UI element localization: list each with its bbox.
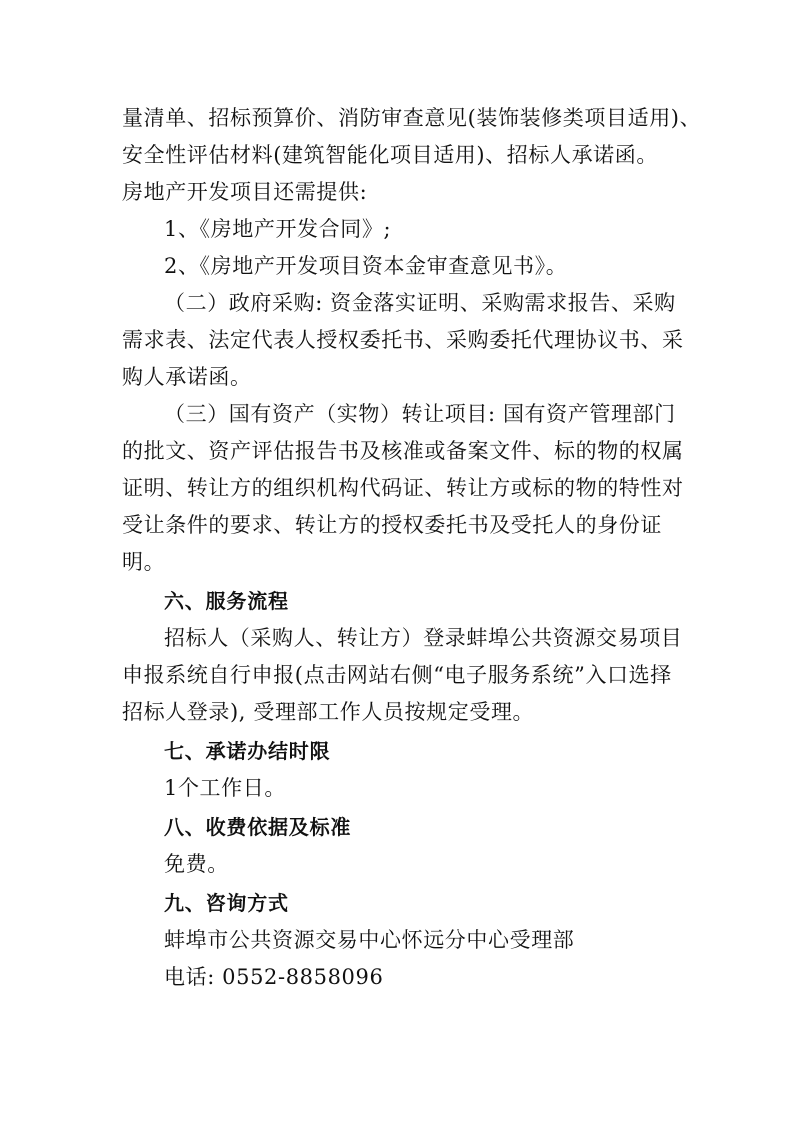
body-line: 证明、转让方的组织机构代码证、转让方或标的物的特性对 — [122, 476, 684, 500]
body-line: 明。 — [122, 550, 166, 574]
body-line: 申报系统自行申报(点击网站右侧“电子服务系统”入口选择 — [122, 663, 672, 687]
body-line: 的批文、资产评估报告书及核准或备案文件、标的物的权属 — [122, 439, 684, 463]
list-item: 1、《房地产开发合同》; — [164, 217, 392, 241]
body-line: 量清单、招标预算价、消防审查意见(装饰装修类项目适用)、 — [122, 106, 702, 130]
body-line: 免费。 — [164, 852, 229, 876]
section-heading: 六、服务流程 — [164, 589, 289, 613]
body-line: 需求表、法定代表人授权委托书、采购委托代理协议书、采 — [122, 328, 684, 352]
list-item: 2、《房地产开发项目资本金审查意见书》。 — [164, 254, 568, 278]
paragraph-start: （三）国有资产（实物）转让项目: 国有资产管理部门 — [164, 402, 676, 426]
body-line: 房地产开发项目还需提供: — [122, 180, 368, 204]
section-heading: 九、咨询方式 — [164, 891, 289, 915]
paragraph-start: （二）政府采购: 资金落实证明、采购需求报告、采购 — [164, 291, 676, 315]
contact-phone: 电话: 0552-8858096 — [164, 965, 384, 989]
body-line: 1个工作日。 — [164, 776, 286, 800]
body-line: 招标人登录), 受理部工作人员按规定受理。 — [122, 700, 535, 724]
body-line: 安全性评估材料(建筑智能化项目适用)、招标人承诺函。 — [122, 143, 658, 167]
section-heading: 八、收费依据及标准 — [164, 815, 352, 839]
body-line: 购人承诺函。 — [122, 365, 252, 389]
paragraph-start: 招标人（采购人、转让方）登录蚌埠公共资源交易项目 — [164, 626, 683, 650]
contact-department: 蚌埠市公共资源交易中心怀远分中心受理部 — [164, 928, 575, 952]
section-heading: 七、承诺办结时限 — [164, 739, 331, 763]
body-line: 受让条件的要求、转让方的授权委托书及受托人的身份证 — [122, 513, 662, 537]
